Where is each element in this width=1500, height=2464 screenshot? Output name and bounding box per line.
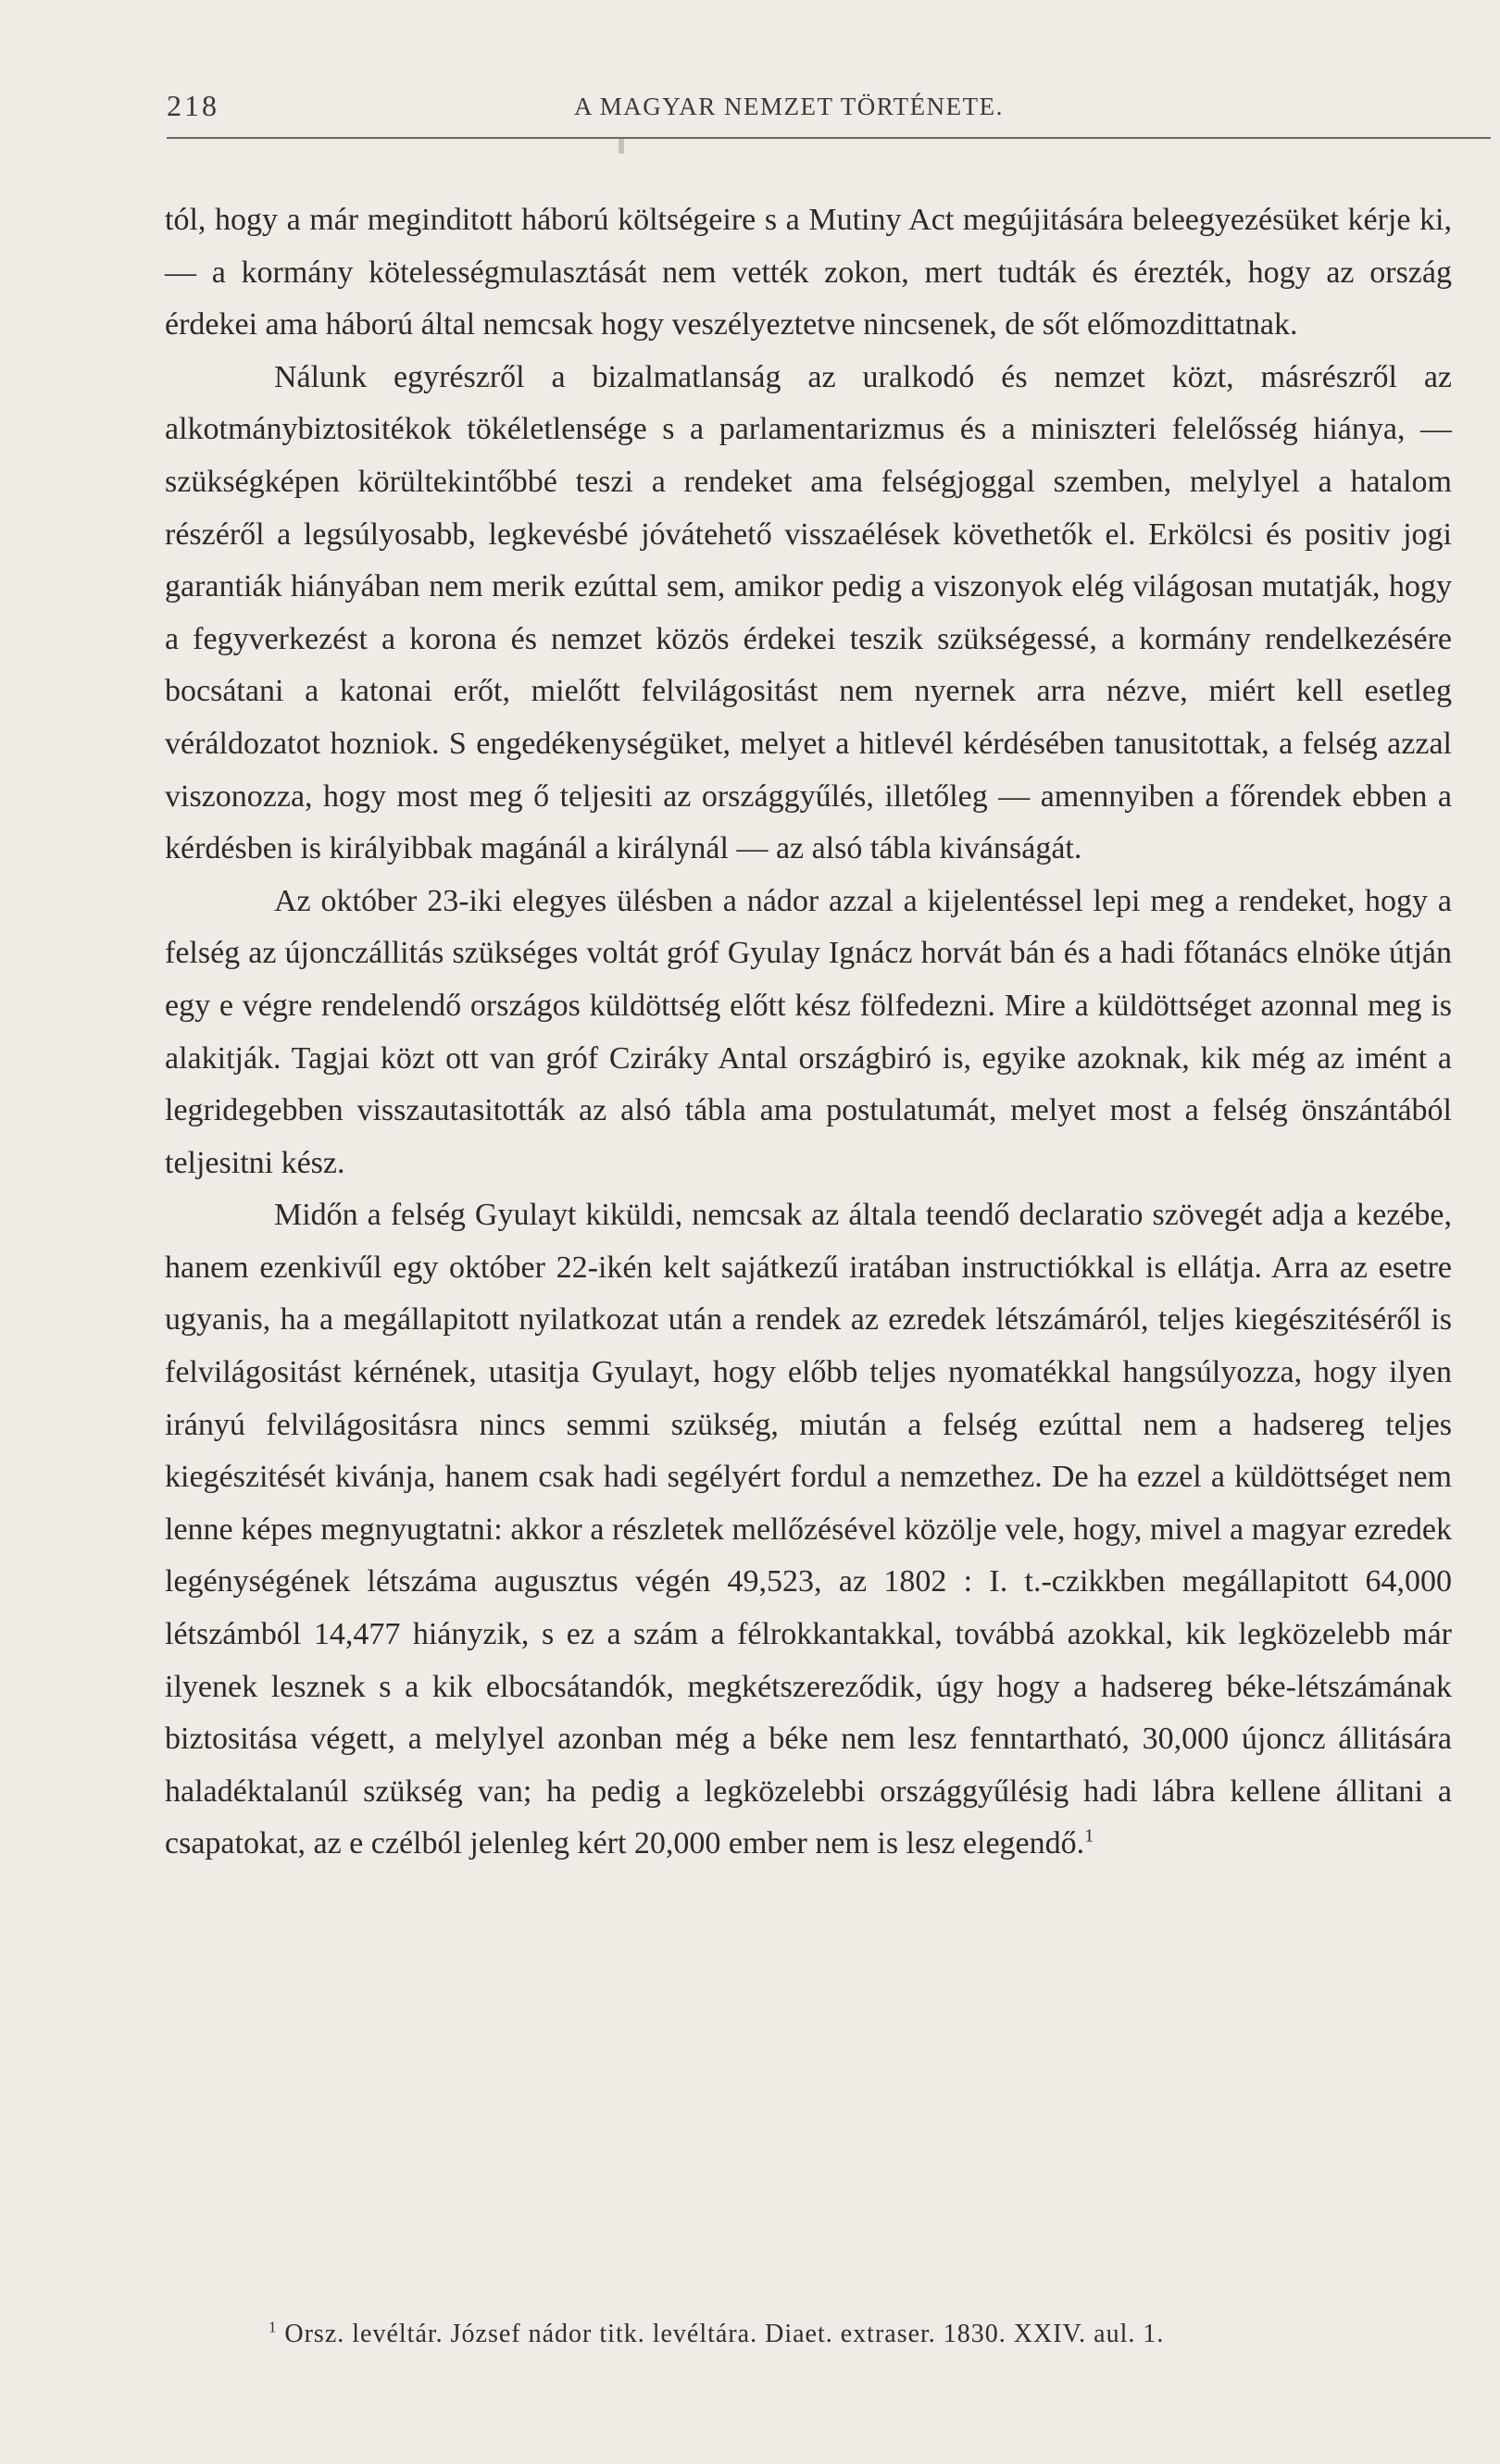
paragraph-4: [165, 1189, 1452, 1871]
print-mark: [619, 139, 624, 154]
paragraph-1: tól, hogy a már meginditott háború költségeire s a Mutiny Act megújitására beleegyezésüket kérje ki, — a kormány kötelességmulasztását nem vették zokon, mert tudták és érezték, hogy az ország érdekei ama háború által nemcsak hogy veszélyeztetve nincsenek, de sőt előmozdittatnak.: [165, 203, 1452, 342]
paragraph-3: Az október 23-iki elegyes ülésben a nádor azzal a kijelentéssel lepi meg a rendeket, hogy a felség az újonczállitás szükséges voltát gróf Gyulay Ignácz horvát bán és a hadi főtanács elnöke útján egy e végre rendelendő országos küldöttség előtt kész fölfedezni. Mire a küldöttséget azonnal meg is alakitják. Tagjai közt ott van gróf Cziráky Antal országbiró is, egyike azoknak, kik még az imént a legridegebben visszautasitották az alsó tábla ama postulatumát, melyet most a felség önszántából teljesitni kész.: [165, 883, 1452, 1180]
page-header: [167, 89, 1491, 135]
running-title: A MAGYAR NEMZET TÖRTÉNETE.: [574, 93, 1004, 120]
footnote-text: Orsz. levéltár. József nádor titk. levéltára. Diaet. extraser. 1830. XXIV. aul. 1.: [284, 2320, 1165, 2348]
paragraph-4-text: Midőn a felség Gyulayt kiküldi, nemcsak az általa teendő declaratio szövegét adja a kezébe, hanem ezenkivűl egy október 22-ikén kelt sajátkezű iratában instructiókkal is ellátja. Arra az esetre ugyanis, ha a megállapitott nyilatkozat után a rendek az ezredek létszámáról, teljes kiegészitéséről is felvilágositást kérnének, utasitja Gyulayt, hogy előbb teljes nyomatékkal hangsúlyozza, hogy ilyen irányú felvilágositásra nincs semmi szükség, miután a felség ezúttal nem a hadsereg teljes kiegészitését kivánja, hanem csak hadi segélyért fordul a nemzethez. De ha ezzel a küldöttséget nem lenne képes megnyugtatni: akkor a részletek mellőzésével közölje vele, hogy, mivel a magyar ezredek legénységének létszáma augusztus végén 49,523, az 1802 : I. t.-czikkben megállapitott 64,000 létszámból 14,477 hiányzik, s ez a szám a félrokkantakkal, továbbá azokkal, kik legközelebb már ilyenek lesznek s a kik elbocsátandók, megkétszereződik, úgy hogy a hadsereg béke-létszámának biztositása végett, a melylyel azonban még a béke nem lesz fenntartható, 30,000 újoncz állitására haladéktalanúl szükség van; ha pedig a legközelebbi országgyűlésig hadi lábra kellene állitani a csapatokat, az e czélból jelenleg kért 20,000 ember nem is lesz elegendő.: [165, 1198, 1452, 1861]
footnote-marker: 1: [269, 2318, 278, 2336]
header-rule: [167, 137, 1491, 139]
page-number: 218: [167, 89, 219, 122]
footnote: [269, 2320, 1454, 2349]
body-text: [165, 194, 1452, 1871]
footnote-reference[interactable]: 1: [1084, 1826, 1094, 1848]
paragraph-2: Nálunk egyrészről a bizalmatlanság az uralkodó és nemzet közt, másrészről az alkotmánybiztositékok tökéletlensége s a parlamentarizmus és a miniszteri felelősség hiánya, — szükségképen körültekintőbbé teszi a rendeket ama felségjoggal szemben, melylyel a hatalom részéről a legsúlyosabb, legkevésbé jóvátehető visszaélések követhetők el. Erkölcsi és positiv jogi garantiák hiányában nem merik ezúttal sem, amikor pedig a viszonyok elég világosan mutatják, hogy a fegyverkezést a korona és nemzet közös érdekei teszik szükségessé, a kormány rendelkezésére bocsátani a katonai erőt, mielőtt felvilágositást nem nyernek arra nézve, miért kell esetleg véráldozatot hozniok. S engedékenységüket, melyet a hitlevél kérdésében tanusitottak, a felség azzal viszonozza, hogy most meg ő teljesiti az országgyűlés, illetőleg — amennyiben a főrendek ebben a kérdésben is királyibbak magánál a királynál — az alsó tábla kivánságát.: [165, 359, 1452, 866]
